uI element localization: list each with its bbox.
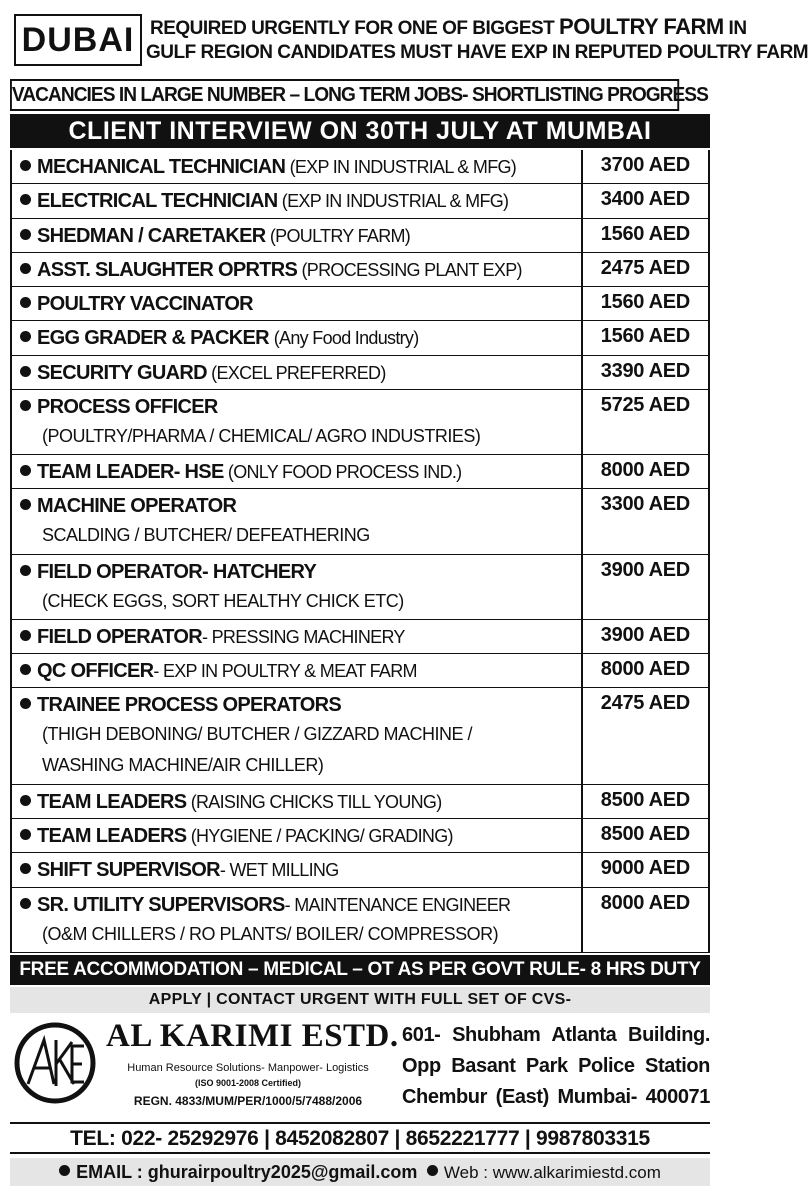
job-description: (EXP IN INDUSTRIAL & MFG): [285, 157, 517, 177]
header-line-1-pre: REQUIRED URGENTLY FOR ONE OF BIGGEST: [150, 18, 560, 39]
job-line: [20, 359, 581, 387]
job-row: [12, 555, 708, 620]
location-badge: DUBAI: [14, 14, 142, 66]
job-description: - MAINTENANCE ENGINEER: [284, 894, 511, 915]
job-title: POULTRY VACCINATOR: [37, 293, 253, 316]
job-subtitle: (POULTRY/PHARMA / CHEMICAL/ AGRO INDUSTRIES): [42, 425, 481, 446]
job-title: ASST. SLAUGHTER OPRTRS: [37, 258, 298, 281]
company-registration: REGN. 4833/MUM/PER/1000/5/7488/2006: [133, 1094, 363, 1108]
job-title: SR. UTILITY SUPERVISORS: [37, 893, 285, 916]
job-line: [20, 822, 581, 850]
job-row: [12, 455, 708, 489]
jobs-table: [10, 150, 710, 953]
job-row: [12, 219, 708, 253]
job-cell: [12, 819, 583, 852]
job-title: MECHANICAL TECHNICIAN: [37, 156, 286, 178]
job-line: [20, 492, 581, 520]
job-line: [20, 222, 581, 250]
contact-footer: [10, 1158, 710, 1186]
job-salary: 8000 AED: [600, 658, 690, 681]
job-row: [12, 819, 708, 853]
job-row: [12, 853, 708, 887]
bullet-icon: [427, 1165, 438, 1176]
job-cell: [12, 390, 583, 454]
bullet-icon: [20, 297, 31, 308]
company-block: [10, 1016, 710, 1118]
header-line-1: [150, 14, 747, 40]
job-row: [12, 688, 708, 784]
job-title: EGG GRADER & PACKER: [37, 327, 274, 350]
header-line-1-post: IN: [723, 18, 747, 39]
job-title: ELECTRICAL TECHNICIAN: [37, 190, 278, 213]
address-line: Opp Basant Park Police Station: [402, 1055, 710, 1077]
job-salary: 1560 AED: [600, 222, 690, 245]
job-cell: [12, 455, 583, 488]
job-row: [12, 184, 708, 218]
job-cell: [12, 356, 583, 389]
job-description: - PRESSING MACHINERY: [202, 626, 405, 647]
job-title: QC OFFICER: [37, 660, 154, 683]
job-cell: [12, 785, 583, 818]
job-cell: [12, 287, 583, 320]
bullet-icon: [20, 698, 31, 709]
job-salary: 8500 AED: [600, 822, 690, 845]
job-salary: 3390 AED: [600, 359, 690, 382]
bullet-icon: [20, 664, 31, 675]
bullet-icon: [20, 194, 31, 205]
job-row: [12, 321, 708, 355]
bullet-icon: [20, 160, 31, 171]
job-salary: 8000 AED: [600, 459, 690, 482]
job-salary: 8000 AED: [600, 891, 690, 914]
bullet-icon: [20, 863, 31, 874]
website-link[interactable]: Web : www.alkarimiestd.com: [443, 1163, 661, 1182]
job-description: - EXP IN POULTRY & MEAT FARM: [153, 661, 417, 682]
job-cell: [12, 253, 583, 286]
job-description: (EXP IN INDUSTRIAL & MFG): [277, 191, 509, 212]
job-salary: 3900 AED: [600, 623, 690, 646]
job-row: [12, 785, 708, 819]
bullet-icon: [20, 263, 31, 274]
job-description: (ONLY FOOD PROCESS IND.): [223, 462, 462, 483]
job-salary: 3700 AED: [600, 154, 690, 176]
job-title: TEAM LEADERS: [37, 790, 187, 813]
header: [6, 4, 808, 74]
job-subtitle: (CHECK EGGS, SORT HEALTHY CHICK ETC): [42, 590, 404, 611]
job-line: [20, 153, 581, 181]
job-line: [20, 891, 581, 919]
job-title: MACHINE OPERATOR: [37, 495, 237, 518]
job-line: [20, 657, 581, 685]
company-address: [402, 1020, 710, 1113]
job-cell: [12, 688, 583, 783]
job-line: [20, 788, 581, 816]
benefits-banner: FREE ACCOMMODATION – MEDICAL – OT AS PER GOVT RULE- 8 HRS DUTY: [10, 955, 710, 985]
job-line: [20, 290, 581, 318]
header-emphasis: POULTRY FARM: [559, 14, 724, 39]
bullet-icon: [20, 366, 31, 377]
bullet-icon: [20, 465, 31, 476]
job-salary: 2475 AED: [600, 256, 690, 279]
job-line: [20, 691, 581, 719]
job-row: [12, 150, 708, 184]
job-title: SECURITY GUARD: [37, 361, 207, 384]
job-row: [12, 253, 708, 287]
job-line: [20, 256, 581, 284]
job-row: [12, 654, 708, 688]
job-cell: [12, 853, 583, 886]
job-cell: [12, 321, 583, 354]
job-title: PROCESS OFFICER: [37, 395, 218, 418]
job-line: [20, 623, 581, 651]
job-cell: [12, 150, 583, 183]
job-title: TEAM LEADERS: [37, 824, 187, 847]
telephone-numbers: TEL: 022- 25292976 | 8452082807 | 8652221777 | 9987803315: [10, 1122, 710, 1154]
bullet-icon: [20, 565, 31, 576]
address-line: Chembur (East) Mumbai- 400071: [402, 1086, 710, 1108]
bullet-icon: [20, 829, 31, 840]
bullet-icon: [20, 898, 31, 909]
interview-banner: CLIENT INTERVIEW ON 30TH JULY AT MUMBAI: [10, 114, 710, 148]
job-salary: 9000 AED: [600, 857, 690, 880]
job-line: [20, 458, 581, 486]
job-cell: [12, 184, 583, 217]
job-salary: 1560 AED: [600, 325, 690, 348]
job-description: (POULTRY FARM): [265, 225, 411, 246]
vacancies-banner: VACANCIES IN LARGE NUMBER – LONG TERM JOBS- SHORTLISTING PROGRESS: [10, 79, 679, 111]
job-salary: 3900 AED: [600, 558, 690, 581]
job-salary: 1560 AED: [600, 291, 690, 314]
bullet-icon: [20, 331, 31, 342]
job-row: [12, 390, 708, 455]
job-subtitle: (THIGH DEBONING/ BUTCHER / GIZZARD MACHINE /: [42, 724, 473, 745]
job-description: (HYGIENE / PACKING/ GRADING): [186, 825, 453, 846]
job-line: [20, 187, 581, 215]
job-title: TRAINEE PROCESS OPERATORS: [37, 694, 342, 717]
apply-banner: APPLY | CONTACT URGENT WITH FULL SET OF CVS-: [10, 987, 710, 1013]
job-description: (EXCEL PREFERRED): [206, 362, 386, 383]
job-cell: [12, 219, 583, 252]
job-subtitle: SCALDING / BUTCHER/ DEFEATHERING: [42, 525, 370, 546]
job-cell: [12, 654, 583, 687]
job-line: [20, 393, 581, 421]
job-subtitle: (O&M CHILLERS / RO PLANTS/ BOILER/ COMPRESSOR): [42, 923, 499, 944]
job-salary: 5725 AED: [600, 393, 690, 416]
header-line-2: GULF REGION CANDIDATES MUST HAVE EXP IN REPUTED POULTRY FARM: [146, 42, 808, 63]
job-salary: 2475 AED: [600, 692, 690, 715]
job-row: [12, 888, 708, 953]
job-line: [20, 856, 581, 884]
job-description: (Any Food Industry): [273, 328, 419, 349]
job-title: SHIFT SUPERVISOR: [37, 859, 220, 882]
company-iso: (ISO 9001-2008 Certified): [194, 1078, 302, 1088]
bullet-icon: [20, 229, 31, 240]
job-cell: [12, 620, 583, 653]
job-line: [20, 558, 581, 586]
job-title: TEAM LEADER- HSE: [37, 461, 224, 484]
job-salary: 3300 AED: [600, 493, 690, 516]
job-salary: 3400 AED: [600, 188, 690, 211]
bullet-icon: [20, 630, 31, 641]
job-cell: [12, 555, 583, 619]
job-cell: [12, 489, 583, 553]
job-description: (PROCESSING PLANT EXP): [297, 259, 522, 280]
job-title: FIELD OPERATOR- HATCHERY: [37, 560, 317, 583]
company-name: AL KARIMI ESTD.: [106, 1018, 399, 1054]
bullet-icon: [20, 400, 31, 411]
job-subtitle: WASHING MACHINE/AIR CHILLER): [42, 755, 324, 776]
job-cell: [12, 888, 583, 952]
company-tagline: Human Resource Solutions- Manpower- Logistics: [127, 1062, 369, 1074]
job-row: [12, 620, 708, 654]
job-title: FIELD OPERATOR: [37, 625, 203, 648]
job-description: - WET MILLING: [219, 860, 339, 881]
job-line: [20, 324, 581, 352]
job-row: [12, 489, 708, 554]
job-row: [12, 356, 708, 390]
address-line: 601- Shubham Atlanta Building.: [402, 1024, 710, 1046]
bullet-icon: [20, 499, 31, 510]
bullet-icon: [59, 1165, 70, 1176]
company-logo: [14, 1022, 96, 1104]
job-salary: 8500 AED: [600, 788, 690, 811]
job-title: SHEDMAN / CARETAKER: [37, 224, 266, 247]
bullet-icon: [20, 795, 31, 806]
job-description: (RAISING CHICKS TILL YOUNG): [186, 791, 442, 812]
job-row: [12, 287, 708, 321]
email-address[interactable]: EMAIL : ghurairpoultry2025@gmail.com: [76, 1162, 418, 1182]
